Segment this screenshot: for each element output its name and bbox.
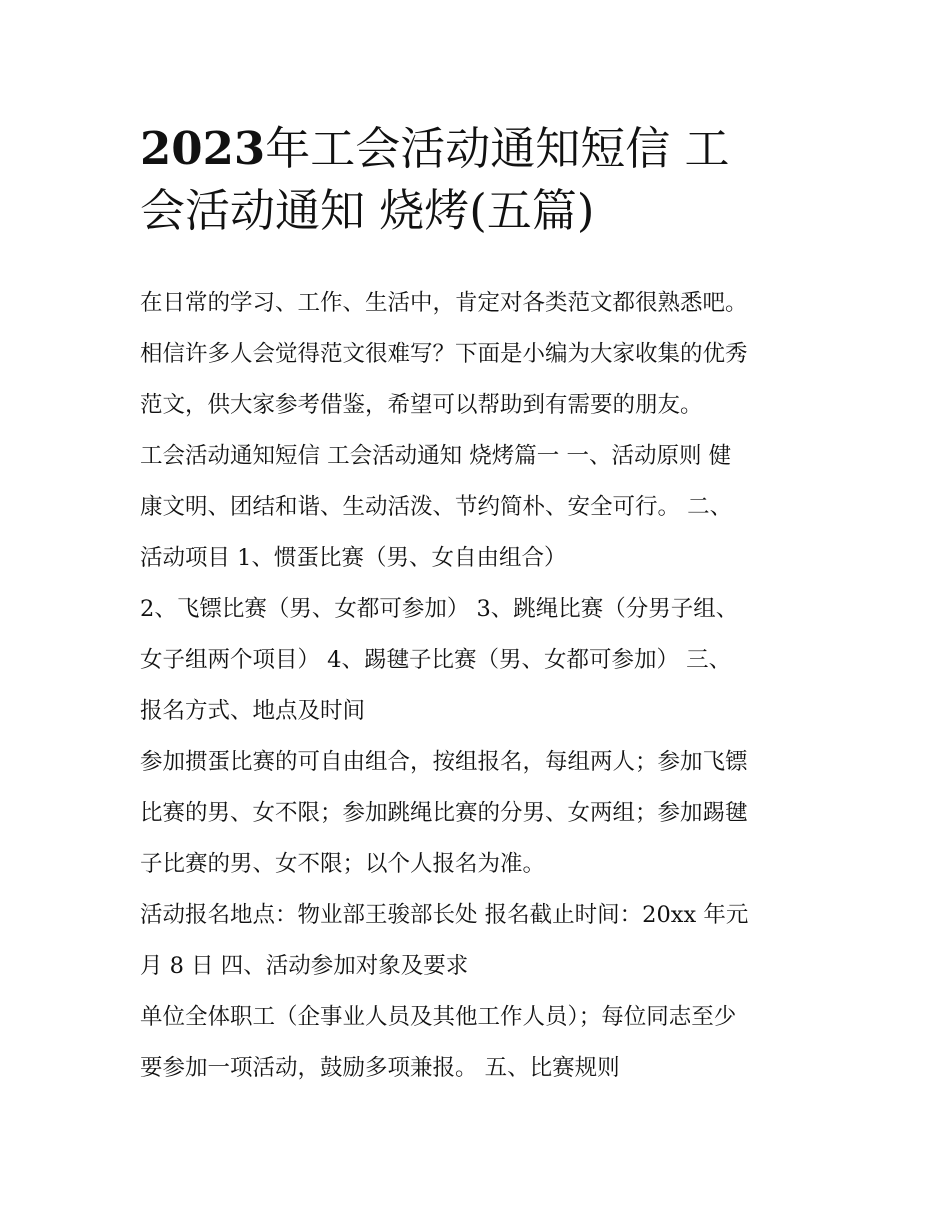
body-line: 活动项目 1、惯蛋比赛（男、女自由组合）	[140, 545, 567, 571]
body-line: 范文，供大家参考借鉴，希望可以帮助到有需要的朋友。	[140, 392, 703, 418]
body-line: 子比赛的男、女不限；以个人报名为准。	[140, 851, 546, 877]
document-title	[140, 118, 820, 242]
body-line: 相信许多人会觉得范文很难写？下面是小编为大家收集的优秀	[140, 341, 748, 367]
body-line: 要参加一项活动，鼓励多项兼报。 五、比赛规则	[140, 1055, 620, 1081]
body-line: 在日常的学习、工作、生活中，肯定对各类范文都很熟悉吧。	[140, 290, 748, 316]
title-line-1	[140, 122, 730, 175]
title-year: 2023	[140, 122, 266, 175]
document-body	[140, 278, 820, 1094]
body-line: 单位全体职工（企事业人员及其他工作人员）；每位同志至少	[140, 1004, 737, 1030]
title-line-1-text: 年工会活动通知短信 工	[265, 122, 730, 175]
body-line: 比赛的男、女不限；参加跳绳比赛的分男、女两组；参加踢毽	[140, 800, 748, 826]
body-line: 女子组两个项目） 4、踢毽子比赛（男、女都可参加） 三、	[140, 647, 732, 673]
title-line-2: 会活动通知 烧烤(五篇)	[140, 184, 595, 237]
body-line: 参加掼蛋比赛的可自由组合，按组报名，每组两人；参加飞镖	[140, 749, 748, 775]
body-line: 报名方式、地点及时间	[140, 698, 366, 724]
body-line: 月 8 日 四、活动参加对象及要求	[140, 953, 469, 979]
body-line: 活动报名地点：物业部王骏部长处 报名截止时间：20xx 年元	[140, 902, 749, 928]
body-line: 2、飞镖比赛（男、女都可参加） 3、跳绳比赛（分男子组、	[140, 596, 739, 622]
body-line: 工会活动通知短信 工会活动通知 烧烤篇一 一、活动原则 健	[140, 443, 732, 469]
body-line: 康文明、团结和谐、生动活泼、节约简朴、安全可行。 二、	[140, 494, 733, 520]
